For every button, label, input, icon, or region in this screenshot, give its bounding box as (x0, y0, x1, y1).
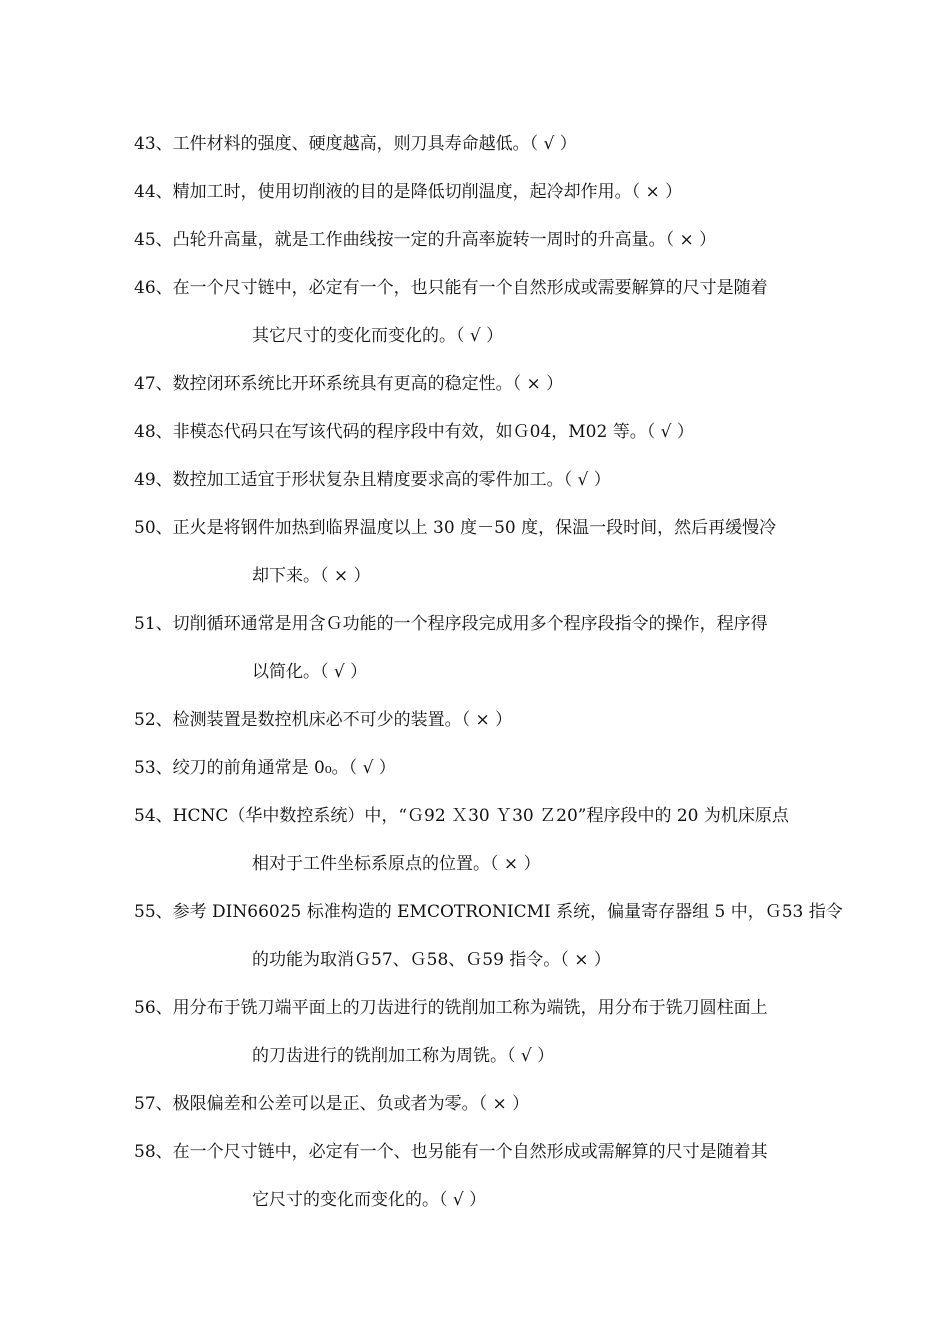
question-49: 49、数控加工适宜于形状复杂且精度要求高的零件加工。（ √ ） (134, 470, 611, 490)
question-47: 47、数控闭环系统比开环系统具有更高的稳定性。（ × ） (134, 374, 564, 394)
question-52: 52、检测装置是数控机床必不可少的装置。（ × ） (134, 710, 513, 730)
question-45: 45、凸轮升高量，就是工作曲线按一定的升高率旋转一周时的升高量。（ × ） (134, 230, 717, 250)
question-58-continuation: 它尺寸的变化而变化的。（ √ ） (252, 1190, 487, 1210)
question-50-continuation: 却下来。（ × ） (252, 566, 371, 586)
question-list (134, 124, 854, 1228)
question-44: 44、精加工时，使用切削液的目的是降低切削温度，起冷却作用。（ × ） (134, 182, 683, 202)
question-57: 57、极限偏差和公差可以是正、负或者为零。（ × ） (134, 1094, 530, 1114)
question-58: 58、在一个尺寸链中，必定有一个、也另能有一个自然形成或需解算的尺寸是随着其 (134, 1142, 768, 1162)
question-54-continuation: 相对于工件坐标系原点的位置。（ × ） (252, 854, 541, 874)
question-54: 54、HCNC（华中数控系统）中，“Ｇ92 Ｘ30 Ｙ30 Ｚ20”程序段中的 20 为机床原点 (134, 806, 789, 826)
question-48: 48、非模态代码只在写该代码的程序段中有效，如Ｇ04，M02 等。（ √ ） (134, 422, 694, 442)
question-53: 53、绞刀的前角通常是 0₀。（ √ ） (134, 758, 396, 778)
question-46: 46、在一个尺寸链中，必定有一个，也只能有一个自然形成或需要解算的尺寸是随着 (134, 278, 768, 298)
question-51: 51、切削循环通常是用含Ｇ功能的一个程序段完成用多个程序段指令的操作，程序得 (134, 614, 768, 634)
question-43: 43、工件材料的强度、硬度越高，则刀具寿命越低。（ √ ） (134, 134, 577, 154)
question-55: 55、参考 DIN66025 标准构造的 EMCOTRONICMI 系统，偏量寄存器组 5 中，Ｇ53 指令 (134, 902, 843, 922)
question-55-continuation: 的功能为取消Ｇ57、Ｇ58、Ｇ59 指令。（ × ） (252, 950, 611, 970)
question-46-continuation: 其它尺寸的变化而变化的。（ √ ） (252, 326, 504, 346)
question-56: 56、用分布于铣刀端平面上的刀齿进行的铣削加工称为端铣，用分布于铣刀圆柱面上 (134, 998, 768, 1018)
question-50: 50、正火是将钢件加热到临界温度以上 30 度－50 度，保温一段时间，然后再缓慢冷 (134, 518, 777, 538)
question-51-continuation: 以简化。（ √ ） (252, 662, 368, 682)
question-56-continuation: 的刀齿进行的铣削加工称为周铣。（ √ ） (252, 1046, 555, 1066)
